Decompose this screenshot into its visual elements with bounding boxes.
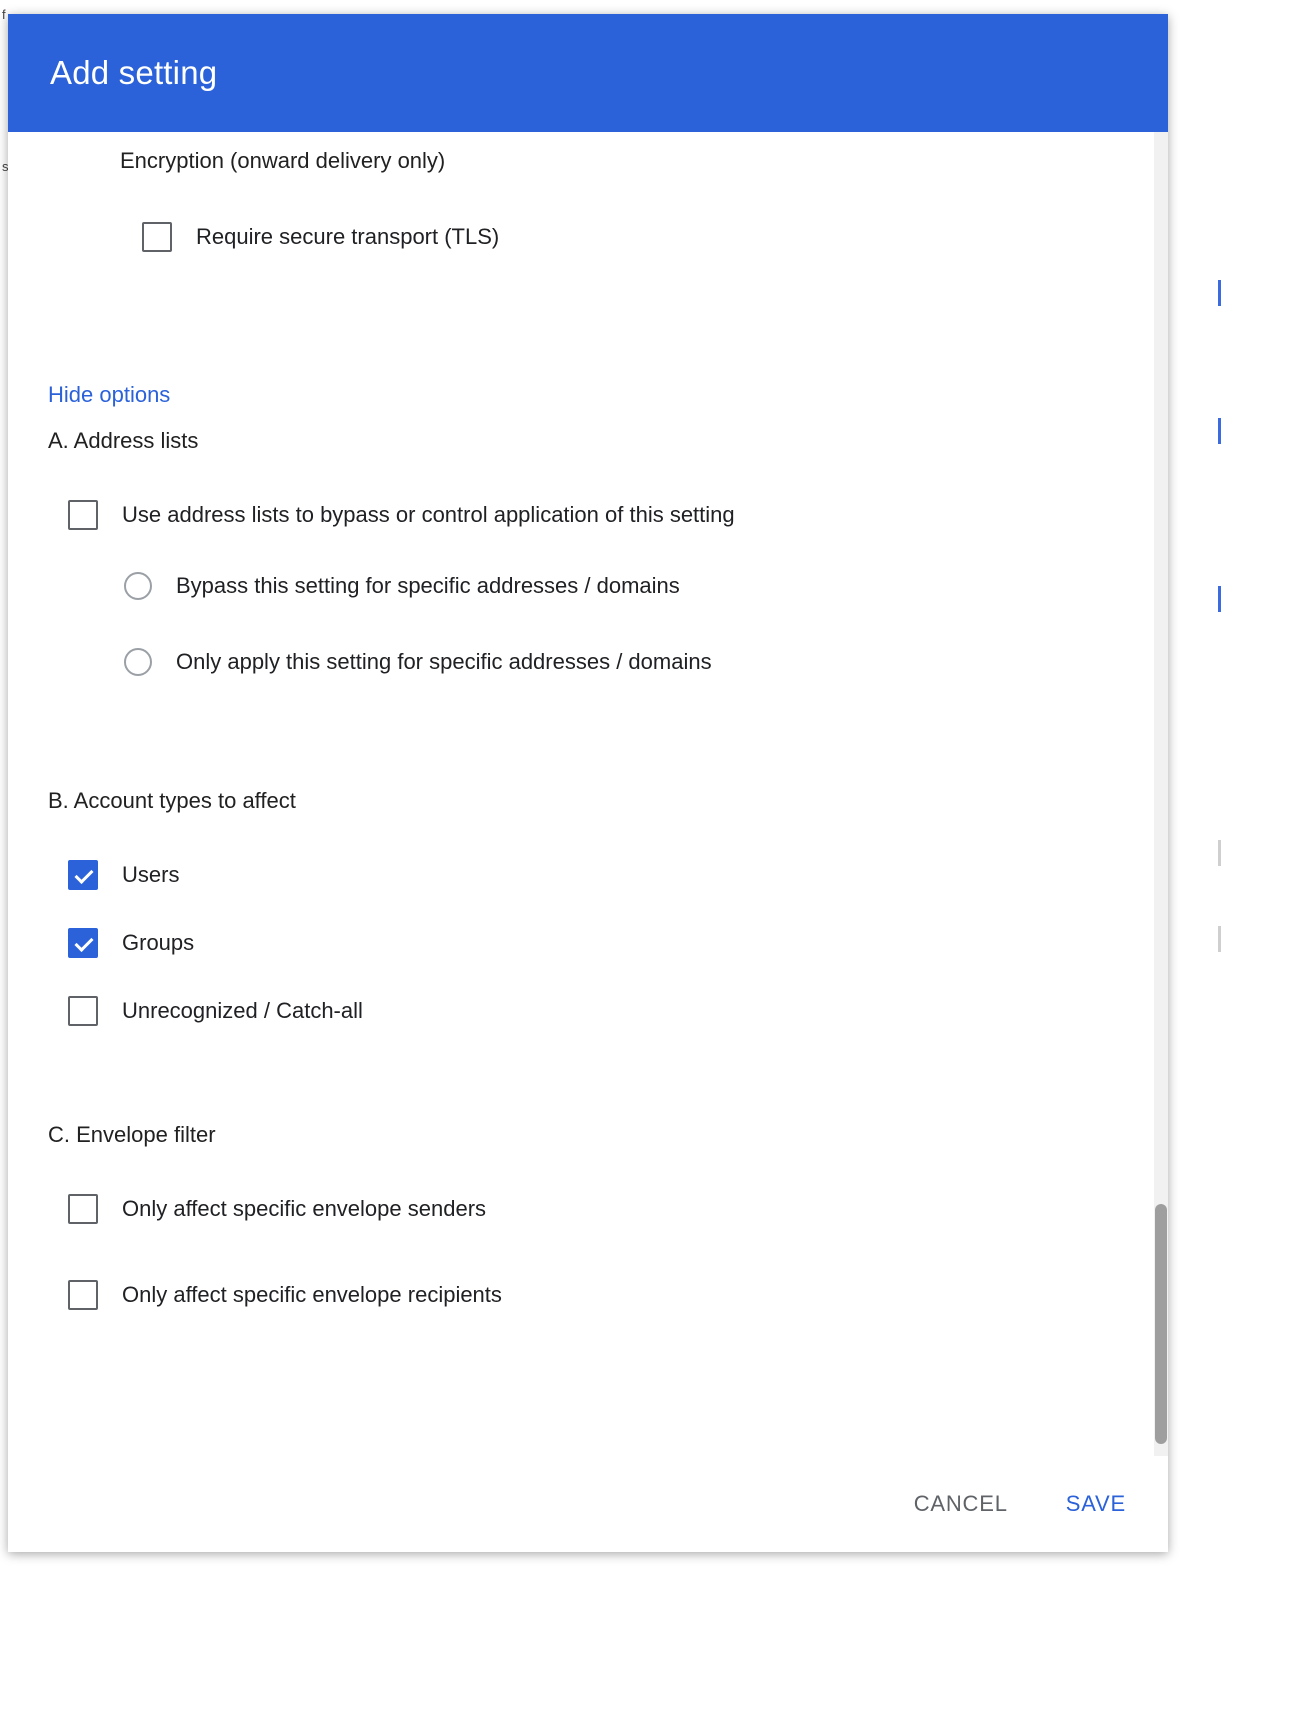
account-type-groups-row[interactable] [68, 928, 1154, 958]
dialog-scroll-content [8, 132, 1154, 1310]
account-type-users-row[interactable] [68, 860, 1154, 890]
account-type-catchall-checkbox[interactable] [68, 996, 98, 1026]
account-type-groups-label: Groups [122, 930, 195, 955]
use-address-lists-row[interactable] [68, 500, 1154, 530]
envelope-senders-row[interactable] [68, 1194, 1154, 1224]
save-button[interactable]: SAVE [1060, 1483, 1132, 1525]
section-a-heading: A. Address lists [48, 428, 199, 453]
bypass-setting-radio-row[interactable] [124, 572, 1154, 600]
bypass-setting-label: Bypass this setting for specific addresses / domains [176, 573, 680, 598]
account-type-users-checkbox[interactable] [68, 860, 98, 890]
dialog-title: Add setting [50, 54, 218, 91]
use-address-lists-label: Use address lists to bypass or control application of this setting [122, 502, 735, 527]
bypass-setting-radio[interactable] [124, 572, 152, 600]
underlying-page-sliver [1172, 0, 1296, 1728]
envelope-senders-label: Only affect specific envelope senders [122, 1196, 487, 1221]
add-setting-dialog [8, 14, 1168, 1552]
envelope-recipients-row[interactable] [68, 1280, 1154, 1310]
only-apply-setting-label: Only apply this setting for specific addresses / domains [176, 649, 712, 674]
section-b-heading: B. Account types to affect [48, 788, 296, 813]
account-type-groups-checkbox[interactable] [68, 928, 98, 958]
sliver-accent-3 [1218, 586, 1221, 612]
account-type-catchall-row[interactable] [68, 996, 1154, 1026]
dialog-scrollbar-thumb[interactable] [1155, 1204, 1167, 1444]
sliver-accent-1 [1218, 280, 1221, 306]
dialog-header [8, 14, 1168, 132]
dialog-footer [8, 1456, 1168, 1552]
background-text-fragment-1: f [2, 7, 6, 22]
envelope-recipients-checkbox[interactable] [68, 1280, 98, 1310]
envelope-senders-checkbox[interactable] [68, 1194, 98, 1224]
require-tls-checkbox[interactable] [142, 222, 172, 252]
hide-options-link[interactable]: Hide options [48, 382, 171, 407]
require-tls-label: Require secure transport (TLS) [196, 224, 500, 249]
use-address-lists-checkbox[interactable] [68, 500, 98, 530]
page-left-strip [0, 0, 8, 1728]
section-c-heading: C. Envelope filter [48, 1122, 216, 1147]
account-type-users-label: Users [122, 862, 180, 887]
only-apply-setting-radio-row[interactable] [124, 648, 1154, 676]
dialog-body [8, 132, 1168, 1456]
sliver-gray-1 [1218, 840, 1221, 866]
account-type-catchall-label: Unrecognized / Catch-all [122, 998, 363, 1023]
sliver-accent-2 [1218, 418, 1221, 444]
only-apply-setting-radio[interactable] [124, 648, 152, 676]
background-text-fragment-2: s [2, 159, 9, 174]
page-bottom-strip [0, 1712, 1296, 1728]
dialog-scrollbar-track[interactable] [1154, 132, 1168, 1456]
encryption-heading: Encryption (onward delivery only) [120, 148, 446, 173]
require-tls-row[interactable] [142, 222, 1154, 252]
sliver-gray-2 [1218, 926, 1221, 952]
cancel-button[interactable]: CANCEL [908, 1483, 1014, 1525]
envelope-recipients-label: Only affect specific envelope recipients [122, 1282, 502, 1307]
